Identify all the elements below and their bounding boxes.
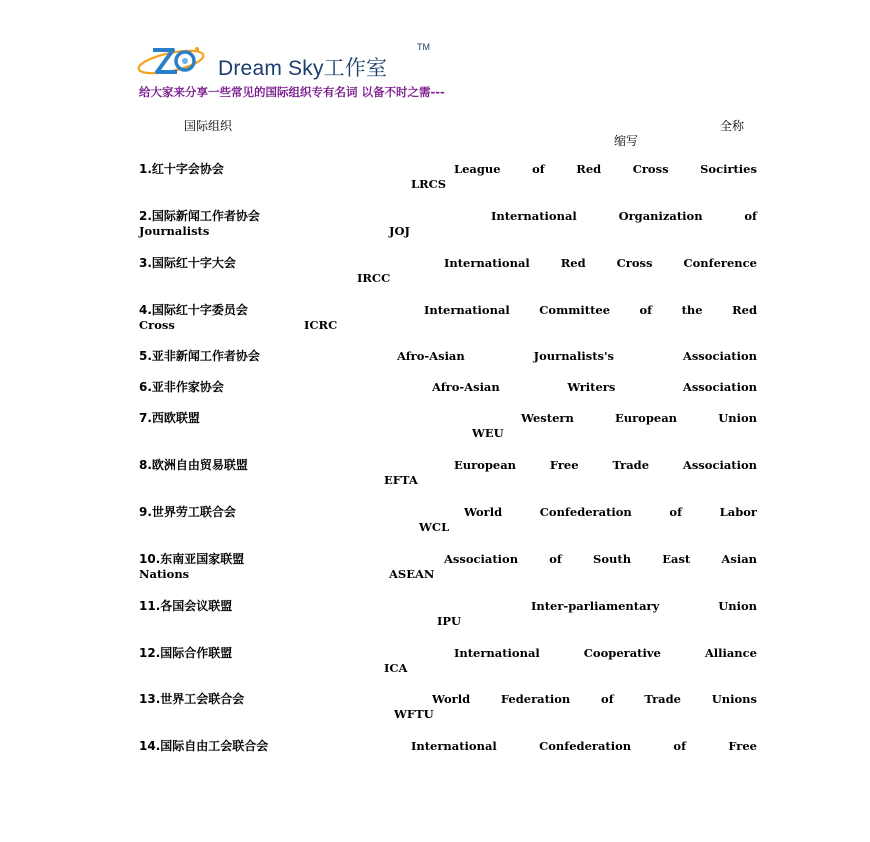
org-english-word: of (673, 739, 687, 753)
org-second-line (139, 661, 757, 676)
intro-text: 给大家来分享一些常见的国际组织专有名词 以备不时之需--- (139, 85, 445, 99)
org-entry (139, 349, 757, 379)
org-english-word: of (601, 692, 614, 706)
org-abbreviation: WEU (472, 426, 504, 440)
org-english-name (432, 380, 757, 395)
org-abbreviation: ICA (384, 661, 408, 675)
org-english-name (464, 505, 757, 520)
org-entry (139, 505, 757, 535)
org-english-name (491, 209, 757, 224)
org-english-continued: Cross (139, 318, 175, 332)
org-chinese-name: 2.国际新闻工作者协会 (139, 209, 260, 223)
org-chinese-name: 10.东南亚国家联盟 (139, 552, 245, 566)
org-english-word: Union (718, 599, 757, 613)
org-english-name (454, 458, 757, 473)
org-english-word: Association (682, 458, 757, 472)
org-english-word: International (411, 739, 497, 753)
org-second-line (139, 614, 757, 629)
org-chinese-name: 8.欧洲自由贸易联盟 (139, 458, 248, 472)
org-english-word: Association (444, 552, 519, 566)
org-english-word: Organization (618, 209, 703, 223)
org-english-word: Free (549, 458, 579, 472)
org-english-name (444, 256, 757, 271)
org-entry (139, 303, 757, 333)
logo-brand-text: Dream Sky工作室 (218, 57, 388, 80)
org-english-word: Trade (644, 692, 681, 706)
org-second-line (139, 224, 757, 239)
org-english-word: International (424, 303, 510, 317)
org-entry (139, 739, 757, 769)
org-entry (139, 458, 757, 488)
org-english-word: Afro-Asian (397, 349, 465, 363)
org-english-name (521, 411, 757, 426)
org-english-word: Trade (612, 458, 650, 472)
org-english-word: League (454, 162, 501, 176)
org-english-word: Confederation (539, 505, 632, 519)
org-english-word: Cross (632, 162, 669, 176)
org-chinese-name: 1.红十字会协会 (139, 162, 224, 176)
org-english-word: East (662, 552, 691, 566)
org-english-word: Committee (539, 303, 611, 317)
org-english-word: Afro-Asian (432, 380, 500, 394)
org-entry (139, 209, 757, 239)
org-english-word: Conference (683, 256, 757, 270)
org-english-word: Inter-parliamentary (531, 599, 660, 613)
org-abbreviation: IPU (437, 614, 462, 628)
header-org-col: 国际组织 (184, 119, 233, 133)
trademark-mark: TM (417, 42, 430, 52)
org-english-word: Red (560, 256, 586, 270)
org-english-word: Cooperative (583, 646, 661, 660)
org-chinese-name: 14.国际自由工会联合会 (139, 739, 269, 753)
org-english-word: Asian (721, 552, 757, 566)
org-english-word: World (432, 692, 471, 706)
org-english-word: Journalists's (533, 349, 614, 363)
org-second-line (139, 473, 757, 488)
org-chinese-name: 4.国际红十字委员会 (139, 303, 248, 317)
org-abbreviation: LRCS (411, 177, 447, 191)
org-abbreviation: ICRC (304, 318, 338, 332)
org-chinese-name: 11.各国会议联盟 (139, 599, 233, 613)
org-chinese-name: 5.亚非新闻工作者协会 (139, 349, 260, 363)
org-english-word: Alliance (704, 646, 757, 660)
org-english-word: European (615, 411, 678, 425)
org-english-word: of (549, 552, 562, 566)
org-second-line (139, 364, 757, 379)
org-chinese-name: 9.世界劳工联合会 (139, 505, 236, 519)
org-english-name (432, 692, 757, 707)
org-english-continued: Journalists (139, 224, 210, 238)
header-abbr-col: 缩写 (614, 134, 639, 148)
org-entry (139, 646, 757, 676)
org-chinese-name: 3.国际红十字大会 (139, 256, 236, 270)
org-english-word: Socirties (700, 162, 757, 176)
org-english-word: Red (732, 303, 757, 317)
org-english-word: Red (576, 162, 602, 176)
org-chinese-name: 13.世界工会联合会 (139, 692, 245, 706)
org-english-word: Unions (711, 692, 757, 706)
org-english-word: Association (682, 349, 757, 363)
org-entry (139, 552, 757, 582)
org-abbreviation: IRCC (357, 271, 391, 285)
org-second-line (139, 520, 757, 535)
org-english-word: Western (521, 411, 574, 425)
org-second-line (139, 177, 757, 192)
org-second-line (139, 318, 757, 333)
org-abbreviation: JOJ (389, 224, 410, 238)
org-second-line (139, 426, 757, 441)
org-english-word: International (454, 646, 540, 660)
org-english-name (424, 303, 757, 318)
org-chinese-name: 7.西欧联盟 (139, 411, 200, 425)
org-entry (139, 411, 757, 441)
org-second-line (139, 567, 757, 582)
dream-sky-logo (135, 40, 445, 82)
org-english-word: Federation (500, 692, 571, 706)
org-english-word: Labor (719, 505, 757, 519)
org-english-word: European (454, 458, 517, 472)
org-english-word: South (593, 552, 632, 566)
org-english-name (531, 599, 757, 614)
org-english-word: Cross (616, 256, 653, 270)
org-english-name (397, 349, 757, 364)
org-english-word: of (532, 162, 545, 176)
org-chinese-name: 12.国际合作联盟 (139, 646, 233, 660)
org-english-name (444, 552, 757, 567)
org-second-line (139, 271, 757, 286)
org-entry (139, 256, 757, 286)
org-english-word: of (639, 303, 653, 317)
org-english-word: Free (728, 739, 757, 753)
org-english-word: the (681, 303, 703, 317)
org-abbreviation: EFTA (384, 473, 418, 487)
org-english-word: Union (718, 411, 757, 425)
org-entry (139, 599, 757, 629)
org-english-name (454, 162, 757, 177)
org-english-word: World (464, 505, 503, 519)
org-english-word: of (744, 209, 757, 223)
org-entry (139, 162, 757, 192)
org-english-name (411, 739, 757, 754)
org-second-line (139, 395, 757, 410)
org-english-word: Confederation (539, 739, 632, 753)
org-entry (139, 380, 757, 410)
org-entry (139, 692, 757, 722)
org-abbreviation: ASEAN (389, 567, 435, 581)
org-english-word: of (669, 505, 683, 519)
org-english-word: Association (682, 380, 757, 394)
org-second-line (139, 707, 757, 722)
logo-swoosh-icon (135, 40, 215, 82)
org-second-line (139, 754, 757, 769)
org-english-word: Writers (567, 380, 616, 394)
org-abbreviation: WFTU (394, 707, 434, 721)
header-full-col: 全称 (720, 119, 745, 133)
org-abbreviation: WCL (419, 520, 450, 534)
org-english-word: International (491, 209, 577, 223)
org-english-continued: Nations (139, 567, 190, 581)
org-english-name (454, 646, 757, 661)
org-english-word: International (444, 256, 530, 270)
org-chinese-name: 6.亚非作家协会 (139, 380, 224, 394)
